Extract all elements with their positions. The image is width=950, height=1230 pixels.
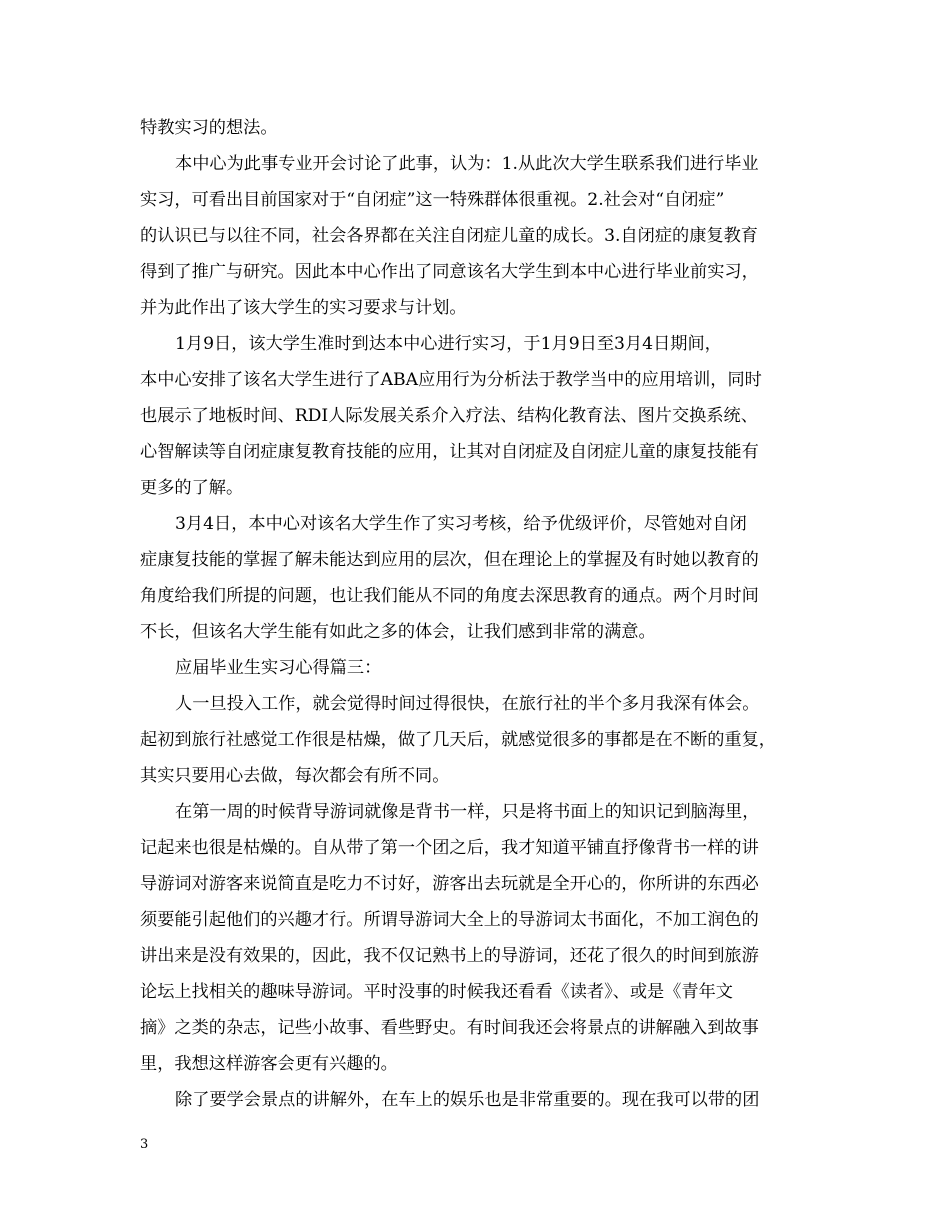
text-line: 导游词对游客来说简直是吃力不讨好，游客出去玩就是全开心的，你所讲的东西必 [140,874,759,894]
text-line: 的认识已与以往不同，社会各界都在关注自闭症儿童的成长。3.自闭症的康复教育 [140,226,758,246]
text-line: 实习，可看出目前国家对于“自闭症”这一特殊群体很重视。2.社会对“自闭症” [140,190,725,210]
text-line: 心智解读等自闭症康复教育技能的应用，让其对自闭症及自闭症儿童的康复技能有 [140,442,759,462]
text-line: 在第一周的时候背导游词就像是背书一样，只是将书面上的知识记到脑海里， [175,802,760,822]
text-line: 角度给我们所提的问题，也让我们能从不同的角度去深思教育的通点。两个月时间 [140,586,759,606]
text-line: 须要能引起他们的兴趣才行。所谓导游词大全上的导游词太书面化，不加工润色的 [140,910,759,930]
text-line: 特教实习的想法。 [140,118,278,138]
text-line: 3月4日，本中心对该名大学生作了实习考核，给予优级评价，尽管她对自闭 [175,514,747,534]
text-line: 本中心安排了该名大学生进行了ABA应用行为分析法于教学当中的应用培训，同时 [140,370,762,390]
text-line: 讲出来是没有效果的，因此，我不仅记熟书上的导游词，还花了很久的时间到旅游 [140,946,759,966]
text-line: 其实只要用心去做，每次都会有所不同。 [140,766,450,786]
text-line: 症康复技能的掌握了解未能达到应用的层次，但在理论上的掌握及有时她以教育的 [140,550,759,570]
text-line: 里，我想这样游客会更有兴趣的。 [140,1054,398,1074]
text-line: 人一旦投入工作，就会觉得时间过得很快，在旅行社的半个多月我深有体会。 [175,694,760,714]
page-number: 3 [140,1137,149,1152]
section-heading: 应届毕业生实习心得篇三： [175,658,382,678]
text-line: 1月9日，该大学生准时到达本中心进行实习，于1月9日至3月4日期间， [175,334,722,354]
text-line: 除了要学会景点的讲解外，在车上的娱乐也是非常重要的。现在我可以带的团 [175,1090,760,1110]
text-line: 不长，但该名大学生能有如此之多的体会，让我们感到非常的满意。 [140,622,656,642]
text-line: 并为此作出了该大学生的实习要求与计划。 [140,298,467,318]
text-line: 起初到旅行社感觉工作很是枯燥，做了几天后，就感觉很多的事都是在不断的重复， [140,730,776,750]
text-line: 摘》之类的杂志，记些小故事、看些野史。有时间我还会将景点的讲解融入到故事 [140,1018,759,1038]
text-line: 更多的了解。 [140,478,244,498]
text-line: 记起来也很是枯燥的。自从带了第一个团之后，我才知道平铺直抒像背书一样的讲 [140,838,759,858]
text-line: 论坛上找相关的趣味导游词。平时没事的时候我还看看《读者》、或是《青年文 [140,982,733,1002]
text-line: 得到了推广与研究。因此本中心作出了同意该名大学生到本中心进行毕业前实习， [140,262,759,282]
text-line: 也展示了地板时间、RDI人际发展关系介入疗法、结构化教育法、图片交换系统、 [140,406,758,426]
text-line: 本中心为此事专业开会讨论了此事，认为：1.从此次大学生联系我们进行毕业 [175,154,759,174]
